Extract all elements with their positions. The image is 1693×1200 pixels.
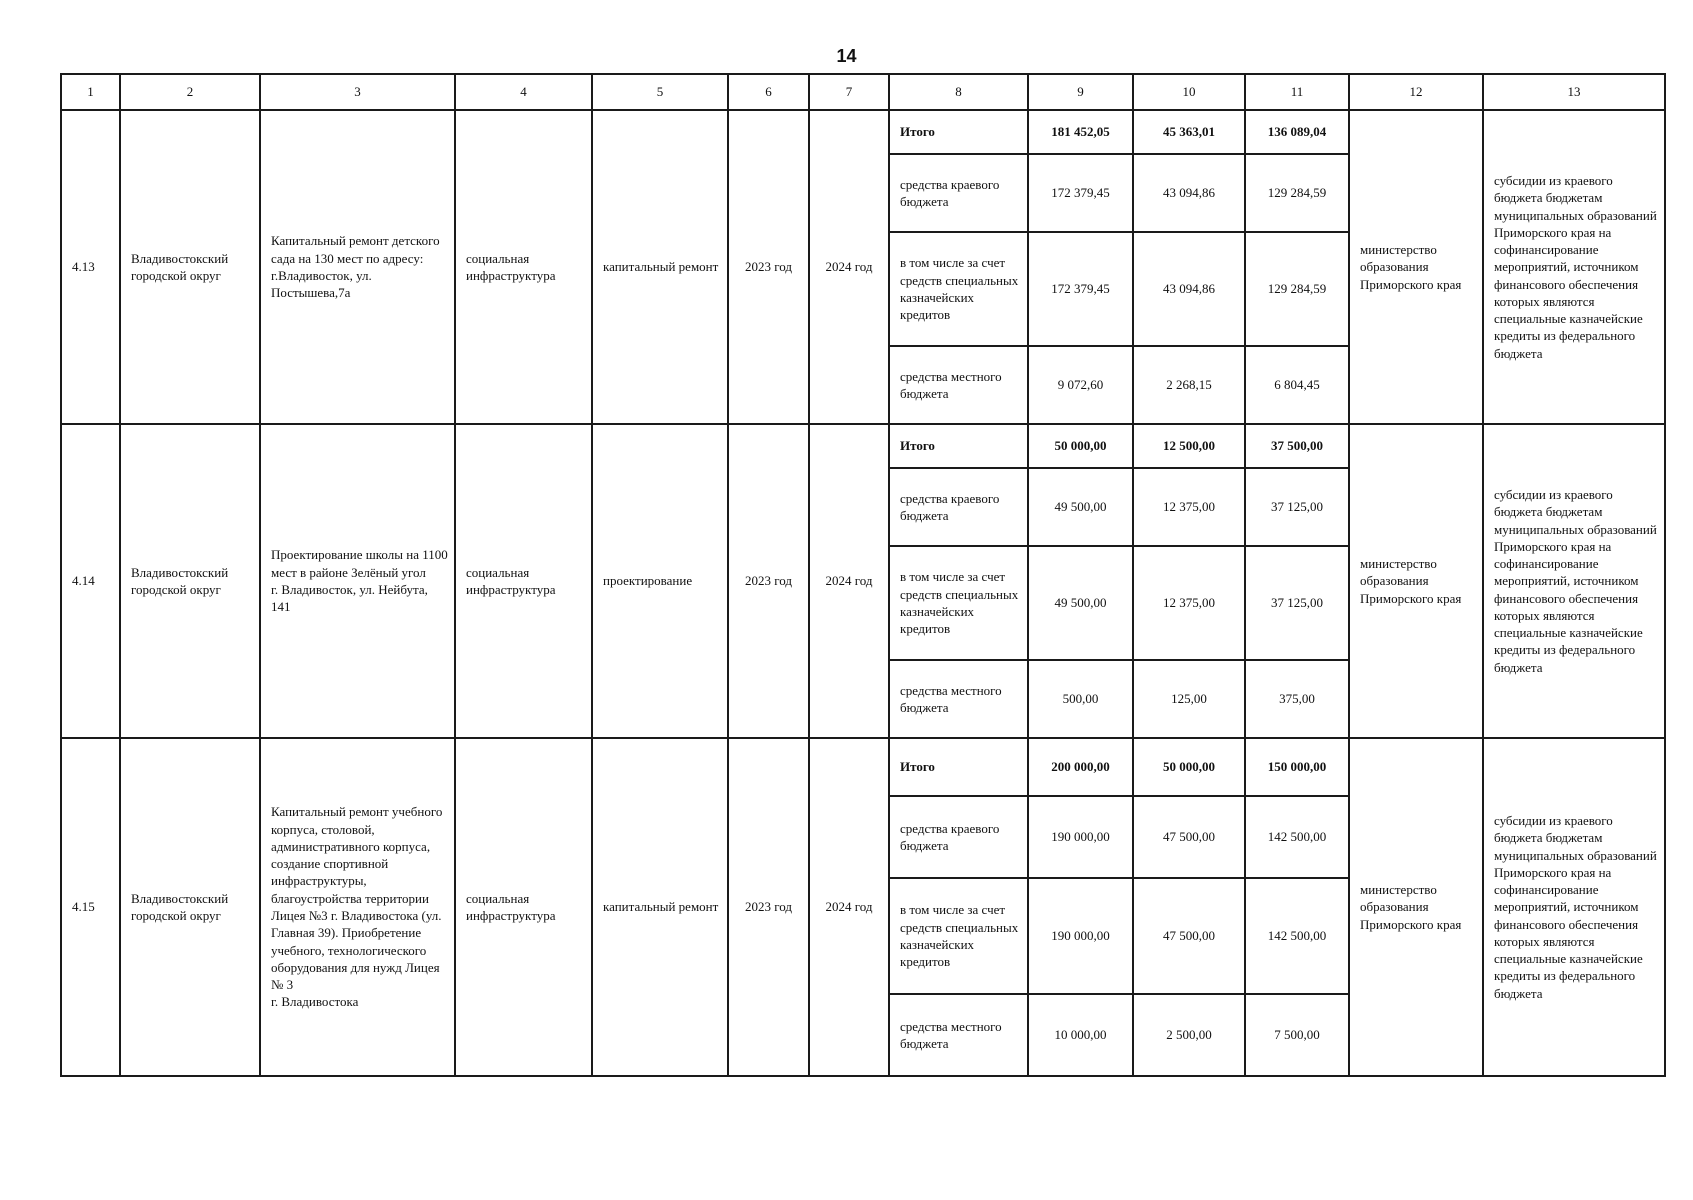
end-year: 2024 год [809, 424, 889, 738]
funding-amount-2024: 150 000,00 [1245, 738, 1349, 796]
funding-source-description: субсидии из краевого бюджета бюджетам муниципальных образований Приморского края на софинансирование мероприятий, источником финансового обеспечения которых являются специальные казначейские кредиты из федерального бюджета [1483, 110, 1665, 424]
funding-total-label: Итого [889, 738, 1028, 796]
funding-source-description: субсидии из краевого бюджета бюджетам муниципальных образований Приморского края на софинансирование мероприятий, источником финансового обеспечения которых являются специальные казначейские кредиты из федерального бюджета [1483, 424, 1665, 738]
project-row [61, 110, 1665, 154]
work-type: капитальный ремонт [592, 110, 728, 424]
column-header-13: 13 [1483, 74, 1665, 110]
funding-amount-2023: 43 094,86 [1133, 232, 1245, 346]
funding-amount-2023: 45 363,01 [1133, 110, 1245, 154]
funding-amount-total: 172 379,45 [1028, 154, 1133, 232]
column-header-6: 6 [728, 74, 809, 110]
project-object: Проектирование школы на 1100 мест в районе Зелёный угол г. Владивосток, ул. Нейбута, 141 [260, 424, 455, 738]
funding-amount-2024: 37 500,00 [1245, 424, 1349, 468]
funding-amount-2023: 50 000,00 [1133, 738, 1245, 796]
funding-amount-total: 181 452,05 [1028, 110, 1133, 154]
funding-amount-total: 200 000,00 [1028, 738, 1133, 796]
funding-amount-total: 49 500,00 [1028, 546, 1133, 660]
table-body [61, 74, 1665, 1076]
funding-amount-2023: 12 375,00 [1133, 546, 1245, 660]
column-header-10: 10 [1133, 74, 1245, 110]
funding-source-label: средства местного бюджета [889, 346, 1028, 424]
funding-amount-2024: 142 500,00 [1245, 796, 1349, 878]
column-header-row [61, 74, 1665, 110]
municipality: Владивостокский городской округ [120, 110, 260, 424]
sphere: социальная инфраструктура [455, 110, 592, 424]
project-object: Капитальный ремонт детского сада на 130 мест по адресу: г.Владивосток, ул. Постышева,7а [260, 110, 455, 424]
project-object: Капитальный ремонт учебного корпуса, столовой, административного корпуса, создание спортивной инфраструктуры, благоустройства территории Лицея №3 г. Владивостока (ул. Главная 39). Приобретение учебного, технологического оборудования для нужд Лицея № 3 г. Владивостока [260, 738, 455, 1076]
start-year: 2023 год [728, 738, 809, 1076]
funding-amount-total: 49 500,00 [1028, 468, 1133, 546]
responsible-body: министерство образования Приморского края [1349, 424, 1483, 738]
municipality: Владивостокский городской округ [120, 424, 260, 738]
funding-amount-2024: 136 089,04 [1245, 110, 1349, 154]
funding-amount-2023: 2 268,15 [1133, 346, 1245, 424]
item-number: 4.15 [61, 738, 120, 1076]
start-year: 2023 год [728, 110, 809, 424]
funding-source-label: средства краевого бюджета [889, 468, 1028, 546]
funding-source-label: средства местного бюджета [889, 660, 1028, 738]
column-header-5: 5 [592, 74, 728, 110]
project-row [61, 424, 1665, 468]
start-year: 2023 год [728, 424, 809, 738]
funding-amount-2023: 2 500,00 [1133, 994, 1245, 1076]
column-header-7: 7 [809, 74, 889, 110]
funding-amount-2023: 47 500,00 [1133, 796, 1245, 878]
projects-table [60, 73, 1666, 1077]
funding-source-label: в том числе за счет средств специальных казначейских кредитов [889, 878, 1028, 994]
sphere: социальная инфраструктура [455, 424, 592, 738]
column-header-3: 3 [260, 74, 455, 110]
end-year: 2024 год [809, 738, 889, 1076]
end-year: 2024 год [809, 110, 889, 424]
item-number: 4.14 [61, 424, 120, 738]
column-header-1: 1 [61, 74, 120, 110]
column-header-11: 11 [1245, 74, 1349, 110]
funding-amount-total: 190 000,00 [1028, 796, 1133, 878]
municipality: Владивостокский городской округ [120, 738, 260, 1076]
funding-source-label: средства краевого бюджета [889, 796, 1028, 878]
column-header-2: 2 [120, 74, 260, 110]
funding-amount-2023: 12 375,00 [1133, 468, 1245, 546]
funding-amount-total: 50 000,00 [1028, 424, 1133, 468]
funding-source-label: средства местного бюджета [889, 994, 1028, 1076]
funding-amount-total: 10 000,00 [1028, 994, 1133, 1076]
column-header-9: 9 [1028, 74, 1133, 110]
sphere: социальная инфраструктура [455, 738, 592, 1076]
funding-amount-2024: 142 500,00 [1245, 878, 1349, 994]
page-number: 14 [836, 46, 857, 66]
funding-amount-2024: 129 284,59 [1245, 154, 1349, 232]
funding-source-description: субсидии из краевого бюджета бюджетам муниципальных образований Приморского края на софинансирование мероприятий, источником финансового обеспечения которых являются специальные казначейские кредиты из федерального бюджета [1483, 738, 1665, 1076]
funding-total-label: Итого [889, 110, 1028, 154]
funding-amount-total: 190 000,00 [1028, 878, 1133, 994]
funding-amount-2024: 37 125,00 [1245, 546, 1349, 660]
column-header-4: 4 [455, 74, 592, 110]
funding-amount-2024: 6 804,45 [1245, 346, 1349, 424]
work-type: капитальный ремонт [592, 738, 728, 1076]
funding-amount-2023: 125,00 [1133, 660, 1245, 738]
funding-source-label: в том числе за счет средств специальных казначейских кредитов [889, 546, 1028, 660]
column-header-12: 12 [1349, 74, 1483, 110]
funding-source-label: в том числе за счет средств специальных казначейских кредитов [889, 232, 1028, 346]
funding-amount-2024: 7 500,00 [1245, 994, 1349, 1076]
column-header-8: 8 [889, 74, 1028, 110]
project-row [61, 738, 1665, 796]
funding-source-label: средства краевого бюджета [889, 154, 1028, 232]
item-number: 4.13 [61, 110, 120, 424]
responsible-body: министерство образования Приморского края [1349, 738, 1483, 1076]
funding-amount-2024: 129 284,59 [1245, 232, 1349, 346]
funding-amount-2023: 12 500,00 [1133, 424, 1245, 468]
funding-total-label: Итого [889, 424, 1028, 468]
funding-amount-total: 500,00 [1028, 660, 1133, 738]
work-type: проектирование [592, 424, 728, 738]
funding-amount-total: 9 072,60 [1028, 346, 1133, 424]
funding-amount-2024: 37 125,00 [1245, 468, 1349, 546]
funding-amount-2023: 43 094,86 [1133, 154, 1245, 232]
funding-amount-total: 172 379,45 [1028, 232, 1133, 346]
funding-amount-2024: 375,00 [1245, 660, 1349, 738]
funding-amount-2023: 47 500,00 [1133, 878, 1245, 994]
responsible-body: министерство образования Приморского края [1349, 110, 1483, 424]
